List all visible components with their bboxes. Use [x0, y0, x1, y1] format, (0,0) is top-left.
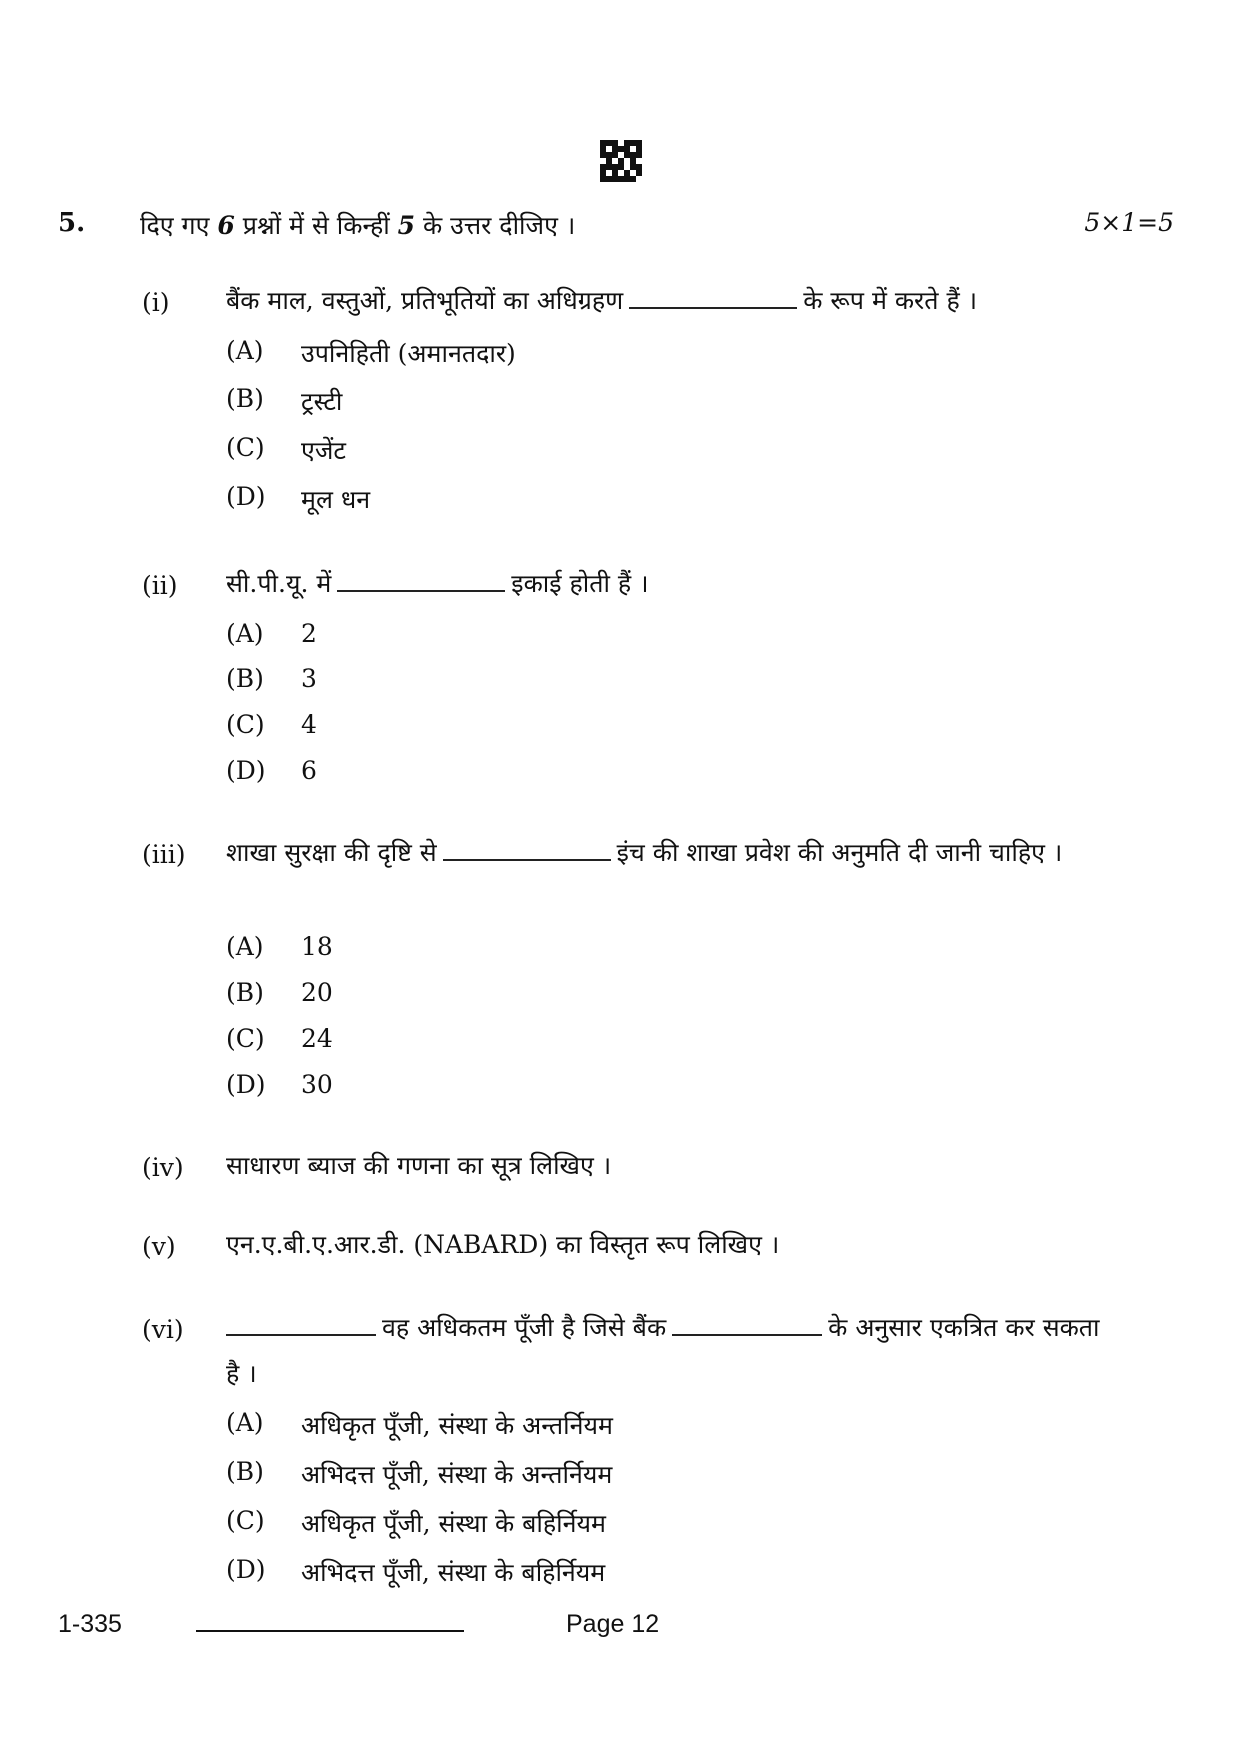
question-text-part: के रूप में करते हैं । [803, 286, 978, 315]
option-letter: (B) [226, 664, 264, 693]
fill-blank [337, 589, 505, 592]
option-text: 4 [301, 710, 317, 739]
sub-question-text [226, 1305, 1116, 1397]
question-instruction [140, 208, 575, 242]
footer-divider [196, 1630, 464, 1632]
option-letter: (D) [226, 482, 266, 511]
option-letter: (A) [226, 336, 264, 365]
option-text: 2 [301, 619, 317, 648]
option-text: एजेंट [301, 436, 346, 465]
sub-question-label: (iv) [142, 1153, 184, 1182]
option-text: अधिकृत पूँजी, संस्था के अन्तर्नियम [301, 1411, 613, 1440]
fill-blank [672, 1333, 822, 1336]
instruction-part: के उत्तर दीजिए । [415, 211, 576, 240]
qr-code-icon [600, 140, 642, 182]
option-text: उपनिहिती (अमानतदार) [301, 339, 516, 368]
option-letter: (A) [226, 1408, 264, 1437]
option-text: अभिदत्त पूँजी, संस्था के अन्तर्नियम [301, 1460, 613, 1489]
instruction-count-total: 6 [217, 211, 235, 240]
option-text: 24 [301, 1024, 333, 1053]
instruction-part: प्रश्नों में से किन्हीं [234, 211, 398, 240]
option-letter: (C) [226, 433, 265, 462]
page-number: Page 12 [566, 1610, 660, 1638]
sub-question-text: साधारण ब्याज की गणना का सूत्र लिखिए । [226, 1151, 612, 1180]
question-text-part: सी.पी.यू. में [226, 569, 332, 598]
option-text: 3 [301, 664, 317, 693]
option-text: 6 [301, 756, 317, 785]
instruction-part: दिए गए [140, 211, 218, 240]
question-text-part: वह अधिकतम पूँजी है जिसे बैंक [382, 1313, 667, 1342]
option-letter: (C) [226, 1024, 265, 1053]
option-text: मूल धन [301, 485, 371, 514]
sub-question-label: (vi) [142, 1315, 184, 1344]
option-text: अधिकृत पूँजी, संस्था के बहिर्नियम [301, 1509, 606, 1538]
sub-question-label: (ii) [142, 571, 178, 600]
question-text-part: के अनुसार एकत्रित कर सकता है । [226, 1313, 1100, 1388]
option-letter: (A) [226, 619, 264, 648]
sub-question-text [226, 830, 1116, 876]
option-letter: (D) [226, 1070, 266, 1099]
fill-blank [629, 306, 797, 309]
question-text-part: इंच की शाखा प्रवेश की अनुमति दी जानी चाहिए । [616, 838, 1063, 867]
option-letter: (A) [226, 932, 264, 961]
fill-blank [226, 1333, 376, 1336]
option-letter: (C) [226, 710, 265, 739]
instruction-count-answer: 5 [397, 211, 416, 240]
sub-question-text [226, 278, 1116, 324]
sub-question-label: (i) [142, 288, 170, 317]
question-number: 5. [58, 208, 86, 238]
question-text-part: बैंक माल, वस्तुओं, प्रतिभूतियों का अधिग्रहण [226, 286, 624, 315]
paper-code: 1-335 [58, 1610, 122, 1638]
option-letter: (B) [226, 1457, 264, 1486]
sub-question-text [226, 561, 1116, 607]
fill-blank [443, 858, 611, 861]
option-letter: (D) [226, 1555, 266, 1584]
option-text: 20 [301, 978, 333, 1007]
sub-question-label: (iii) [142, 840, 186, 869]
option-letter: (D) [226, 756, 266, 785]
option-text: 30 [301, 1070, 333, 1099]
sub-question-label: (v) [142, 1232, 176, 1261]
option-letter: (B) [226, 384, 264, 413]
option-letter: (B) [226, 978, 264, 1007]
question-text-part: इकाई होती हैं । [511, 569, 649, 598]
option-text: अभिदत्त पूँजी, संस्था के बहिर्नियम [301, 1558, 606, 1587]
option-text: 18 [301, 932, 333, 961]
option-letter: (C) [226, 1506, 265, 1535]
option-text: ट्रस्टी [301, 387, 343, 416]
question-text-part: शाखा सुरक्षा की दृष्टि से [226, 838, 437, 867]
sub-question-text: एन.ए.बी.ए.आर.डी. (NABARD) का विस्तृत रूप लिखिए । [226, 1230, 780, 1259]
marks-allocation: 5×1=5 [1084, 208, 1174, 237]
